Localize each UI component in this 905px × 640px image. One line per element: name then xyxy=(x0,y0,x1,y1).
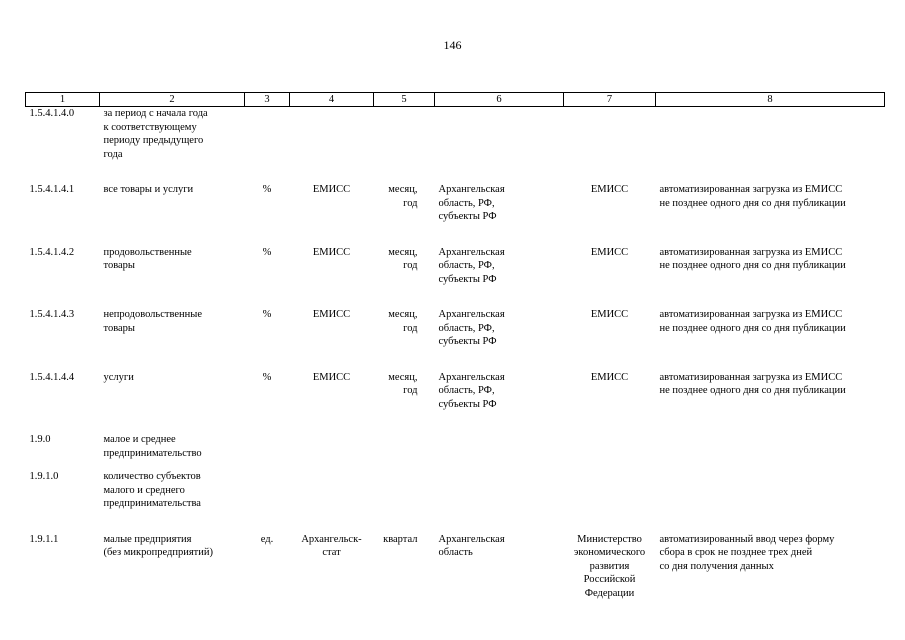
territory xyxy=(435,349,564,412)
territory-line: область, РФ, xyxy=(438,197,495,209)
data-source xyxy=(290,460,374,511)
indicator-name xyxy=(100,161,245,224)
page-number: 146 xyxy=(443,38,462,52)
territory-line: субъекты РФ xyxy=(438,336,497,347)
loading-method xyxy=(656,349,885,412)
indicator-code: 1.9.1.1 xyxy=(29,533,59,545)
data-provider-line: ЕМИСС xyxy=(590,371,629,383)
territory-line: субъекты РФ xyxy=(438,273,497,285)
loading-method xyxy=(656,411,885,460)
table-row xyxy=(26,224,885,287)
data-source xyxy=(290,511,374,601)
periodicity xyxy=(374,411,435,460)
table-row xyxy=(26,460,885,511)
loading-method-line: сбора в срок не позднее трех дней xyxy=(659,547,813,558)
unit-of-measure: % xyxy=(262,184,272,195)
unit-of-measure: % xyxy=(262,371,272,383)
periodicity xyxy=(374,349,435,412)
table-row xyxy=(26,349,885,412)
periodicity xyxy=(374,161,435,224)
territory xyxy=(435,107,564,162)
indicator-code: 1.5.4.1.4.1 xyxy=(29,184,75,195)
indicator-name-line: предпринимательство xyxy=(103,447,202,459)
unit-of-measure xyxy=(245,107,290,162)
territory-line: область, РФ, xyxy=(438,385,495,396)
indicator-name-line: все товары и услуги xyxy=(103,184,194,195)
periodicity xyxy=(374,286,435,349)
table-row xyxy=(26,411,885,460)
data-provider-line: Федерации xyxy=(584,587,635,599)
territory xyxy=(435,286,564,349)
table-row xyxy=(26,286,885,349)
loading-method-line: не позднее одного дня со дня публикации xyxy=(659,197,846,209)
loading-method-line: не позднее одного дня со дня публикации xyxy=(659,322,846,334)
indicator-code: 1.9.1.0 xyxy=(29,471,59,482)
periodicity-line: месяц, xyxy=(388,246,418,258)
territory xyxy=(435,161,564,224)
column-number-row xyxy=(26,93,885,107)
data-source xyxy=(290,349,374,412)
territory-line: область xyxy=(438,547,473,558)
territory-line: Архангельская xyxy=(438,309,505,320)
territory xyxy=(435,460,564,511)
loading-method-line: автоматизированная загрузка из ЕМИСС xyxy=(659,246,843,258)
column-number: 5 xyxy=(374,93,435,107)
territory-line: субъекты РФ xyxy=(438,398,497,410)
periodicity-line: квартал xyxy=(383,533,418,545)
data-provider xyxy=(564,411,656,460)
periodicity-line: год xyxy=(403,197,418,209)
territory-line: область, РФ, xyxy=(438,322,495,334)
indicator-name-line: года xyxy=(103,148,123,160)
data-provider xyxy=(564,511,656,601)
indicator-name-line: товары xyxy=(103,322,135,334)
data-source-line: стат xyxy=(322,547,341,558)
periodicity xyxy=(374,107,435,162)
periodicity-line: месяц, xyxy=(388,371,418,383)
indicator-name xyxy=(100,224,245,287)
territory-line: субъекты РФ xyxy=(438,211,497,222)
periodicity xyxy=(374,460,435,511)
indicator-code: 1.5.4.1.4.4 xyxy=(29,371,75,383)
loading-method-line: автоматизированная загрузка из ЕМИСС xyxy=(659,371,843,383)
data-provider xyxy=(564,107,656,162)
periodicity-line: месяц, xyxy=(388,184,418,195)
indicator-name-line: за период с начала года xyxy=(103,108,208,119)
table-row xyxy=(26,161,885,224)
loading-method-line: автоматизированная загрузка из ЕМИСС xyxy=(659,184,843,195)
loading-method xyxy=(656,460,885,511)
periodicity-line: месяц, xyxy=(388,309,418,320)
indicator-name xyxy=(100,511,245,601)
loading-method-line: автоматизированный ввод через форму xyxy=(659,533,835,545)
indicator-code: 1.5.4.1.4.3 xyxy=(29,309,75,320)
data-provider-line: развития xyxy=(589,560,630,572)
indicator-name-line: продовольственные xyxy=(103,246,192,258)
periodicity xyxy=(374,224,435,287)
loading-method-line: не позднее одного дня со дня публикации xyxy=(659,260,846,271)
data-provider-line: ЕМИСС xyxy=(590,184,629,195)
indicator-code: 1.9.0 xyxy=(29,434,51,445)
data-source-line: ЕМИСС xyxy=(312,184,351,195)
loading-method xyxy=(656,107,885,162)
column-number: 6 xyxy=(435,93,564,107)
data-source xyxy=(290,411,374,460)
data-provider xyxy=(564,286,656,349)
data-provider-line: Министерство xyxy=(577,533,642,545)
indicator-name-line: малые предприятия xyxy=(103,533,192,545)
data-source-line: ЕМИСС xyxy=(312,246,351,258)
territory xyxy=(435,511,564,601)
indicator-name xyxy=(100,349,245,412)
data-provider xyxy=(564,349,656,412)
indicator-name-line: малое и среднее xyxy=(103,434,176,445)
indicator-name xyxy=(100,460,245,511)
indicator-name xyxy=(100,107,245,162)
indicator-name xyxy=(100,411,245,460)
unit-of-measure: ед. xyxy=(260,533,274,545)
territory-line: Архангельская xyxy=(438,533,505,545)
indicator-name-line: количество субъектов xyxy=(103,471,201,482)
territory-line: область, РФ, xyxy=(438,260,495,271)
data-source-line: ЕМИСС xyxy=(312,371,351,383)
territory-line: Архангельская xyxy=(438,371,505,383)
loading-method xyxy=(656,511,885,601)
indicator-code: 1.5.4.1.4.2 xyxy=(29,246,75,258)
table-row xyxy=(26,107,885,162)
indicator-name-line: (без микропредприятий) xyxy=(103,547,214,558)
periodicity-line: год xyxy=(403,322,418,334)
loading-method xyxy=(656,224,885,287)
data-provider xyxy=(564,460,656,511)
indicator-table xyxy=(25,92,885,600)
column-number: 3 xyxy=(245,93,290,107)
data-provider xyxy=(564,161,656,224)
data-source xyxy=(290,224,374,287)
unit-of-measure xyxy=(245,460,290,511)
data-source xyxy=(290,107,374,162)
indicator-name-line: малого и среднего xyxy=(103,484,185,496)
table-row xyxy=(26,511,885,601)
indicator-name-line: услуги xyxy=(103,371,134,383)
data-provider-line: Российской xyxy=(583,574,636,585)
territory xyxy=(435,411,564,460)
periodicity-line: год xyxy=(403,260,418,271)
unit-of-measure: % xyxy=(262,309,272,320)
loading-method xyxy=(656,286,885,349)
data-source xyxy=(290,161,374,224)
indicator-name-line: периоду предыдущего xyxy=(103,135,204,146)
unit-of-measure xyxy=(245,411,290,460)
territory-line: Архангельская xyxy=(438,184,505,195)
data-provider-line: экономического xyxy=(573,547,646,558)
column-number: 1 xyxy=(26,93,100,107)
indicator-name-line: товары xyxy=(103,260,135,271)
loading-method-line: автоматизированная загрузка из ЕМИСС xyxy=(659,309,843,320)
territory xyxy=(435,224,564,287)
data-source-line: ЕМИСС xyxy=(312,309,351,320)
indicator-name xyxy=(100,286,245,349)
data-provider-line: ЕМИСС xyxy=(590,246,629,258)
column-number: 4 xyxy=(290,93,374,107)
data-source xyxy=(290,286,374,349)
indicator-name-line: предпринимательства xyxy=(103,498,201,509)
territory-line: Архангельская xyxy=(438,246,505,258)
loading-method xyxy=(656,161,885,224)
periodicity xyxy=(374,511,435,601)
data-provider xyxy=(564,224,656,287)
loading-method-line: не позднее одного дня со дня публикации xyxy=(659,385,846,396)
unit-of-measure: % xyxy=(262,246,272,258)
indicator-code: 1.5.4.1.4.0 xyxy=(29,108,75,119)
data-source-line: Архангельск- xyxy=(301,533,362,545)
indicator-name-line: непродовольственные xyxy=(103,309,202,320)
column-number: 2 xyxy=(100,93,245,107)
column-number: 8 xyxy=(656,93,885,107)
column-number: 7 xyxy=(564,93,656,107)
loading-method-line: со дня получения данных xyxy=(659,560,774,572)
data-provider-line: ЕМИСС xyxy=(590,309,629,320)
indicator-name-line: к соответствующему xyxy=(103,121,197,133)
periodicity-line: год xyxy=(403,385,418,396)
